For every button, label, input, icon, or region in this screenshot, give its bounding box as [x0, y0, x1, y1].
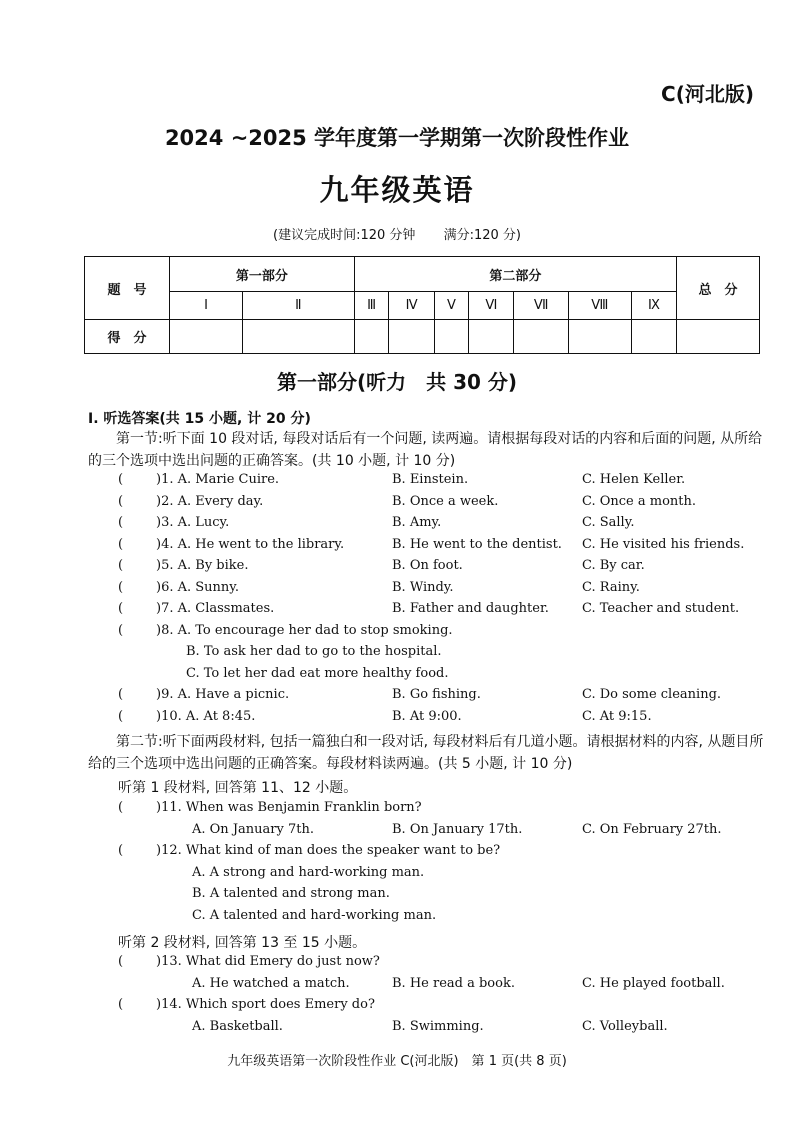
- question-item: [118, 515, 768, 537]
- option-c: C. Rainy.: [582, 579, 640, 595]
- score-cell[interactable]: [243, 320, 355, 354]
- option-a: )7. A. Classmates.: [156, 601, 275, 616]
- part2-header: 第二部分: [354, 257, 676, 292]
- question-option-row: [118, 908, 768, 930]
- question-option-row: [118, 865, 768, 887]
- edition-label: C(河北版): [661, 82, 754, 106]
- option-a: A. On January 7th.: [192, 821, 314, 837]
- total-score-cell[interactable]: [677, 320, 760, 354]
- answer-blank[interactable]: (: [118, 800, 124, 815]
- score-cell[interactable]: [389, 320, 434, 354]
- option-b: B. Windy.: [392, 579, 454, 595]
- answer-blank[interactable]: (: [118, 708, 124, 724]
- score-info: 满分:120 分): [443, 228, 521, 243]
- answer-blank[interactable]: (: [118, 579, 124, 595]
- answer-blank[interactable]: (: [118, 515, 124, 530]
- question-item: [118, 558, 768, 580]
- material1-label: 听第 1 段材料, 回答第 11、12 小题。: [118, 780, 358, 796]
- question-item: [118, 954, 768, 976]
- option-a: )2. A. Every day.: [156, 493, 264, 509]
- question-text: )12. What kind of man does the speaker want to be?: [156, 843, 501, 858]
- score-cell[interactable]: [631, 320, 676, 354]
- option-b: B. To ask her dad to go to the hospital.: [186, 644, 442, 659]
- section1-intro: 第一节:听下面 10 段对话, 每段对话后有一个问题, 读两遍。请根据每段对话的内容和后面的问题, 从所给的三个选项中选出问题的正确答案。(共 10 小题, 计 10 分): [88, 431, 763, 469]
- score-cell[interactable]: [568, 320, 631, 354]
- question-option-row: [118, 822, 768, 844]
- score-cell[interactable]: [514, 320, 568, 354]
- question-option-row: [118, 666, 768, 688]
- col-header: Ⅲ: [354, 292, 389, 320]
- score-cell[interactable]: [469, 320, 514, 354]
- question-option-row: [118, 644, 768, 666]
- part1-header: 第一部分: [170, 257, 355, 292]
- option-c: C. Helen Keller.: [582, 472, 686, 487]
- option-c: C. Sally.: [582, 515, 635, 530]
- score-cell[interactable]: [434, 320, 469, 354]
- total-header: 总 分: [677, 257, 760, 320]
- subject-title: 九年级英语: [319, 173, 475, 207]
- part1-title: 第一部分(听力 共 30 分): [276, 370, 518, 394]
- option-a: )5. A. By bike.: [156, 558, 249, 573]
- question-list-1: [118, 472, 768, 730]
- option-b: B. At 9:00.: [392, 708, 462, 724]
- option-b: B. Swimming.: [392, 1018, 484, 1034]
- score-table: [84, 256, 760, 354]
- question-item: [118, 709, 768, 731]
- exam-info: [0, 224, 794, 243]
- option-a: )8. A. To encourage her dad to stop smoking.: [156, 622, 453, 638]
- option-b: B. He went to the dentist.: [392, 536, 562, 552]
- option-b: B. Father and daughter.: [392, 601, 549, 616]
- option-a: )1. A. Marie Cuire.: [156, 472, 280, 487]
- answer-blank[interactable]: (: [118, 493, 124, 509]
- answer-blank[interactable]: (: [118, 622, 124, 638]
- time-info: (建议完成时间:120 分钟: [273, 228, 416, 243]
- option-c: C. Teacher and student.: [582, 601, 740, 616]
- question-text: )14. Which sport does Emery do?: [156, 997, 375, 1012]
- question-item: [118, 997, 768, 1019]
- answer-blank[interactable]: (: [118, 536, 124, 552]
- option-b: B. Go fishing.: [392, 687, 481, 702]
- option-a: )10. A. At 8:45.: [156, 708, 256, 724]
- question-option-row: [118, 886, 768, 908]
- row-label-cell: 题 号: [85, 257, 170, 320]
- answer-blank[interactable]: (: [118, 558, 124, 573]
- score-cell[interactable]: [170, 320, 243, 354]
- option-b: B. A talented and strong man.: [192, 886, 390, 901]
- option-a: A. He watched a match.: [192, 975, 350, 991]
- option-b: B. He read a book.: [392, 975, 515, 991]
- question-option-row: [118, 976, 768, 998]
- question-item: [118, 623, 768, 645]
- section2-intro: 第二节:听下面两段材料, 包括一篇独白和一段对话, 每段材料后有几道小题。请根据材料的内容, 从题目所给的三个选项中选出问题的正确答案。每段材料读两遍。(共 5 小题, 计 10 分): [88, 734, 764, 772]
- option-b: B. Once a week.: [392, 493, 499, 509]
- option-c: C. Volleyball.: [582, 1018, 668, 1034]
- question-item: [118, 472, 768, 494]
- answer-blank[interactable]: (: [118, 601, 124, 616]
- option-c: C. A talented and hard-working man.: [192, 907, 437, 923]
- col-header: Ⅶ: [514, 292, 568, 320]
- section1-heading: Ⅰ. 听选答案(共 15 小题, 计 20 分): [88, 411, 311, 427]
- question-item: [118, 800, 768, 822]
- question-list-3: [118, 954, 768, 1040]
- option-c: C. To let her dad eat more healthy food.: [186, 665, 449, 681]
- question-item: [118, 601, 768, 623]
- option-a: )3. A. Lucy.: [156, 515, 230, 530]
- col-header: Ⅴ: [434, 292, 469, 320]
- exam-title: 2024 ~2025 学年度第一学期第一次阶段性作业: [164, 126, 630, 150]
- answer-blank[interactable]: (: [118, 997, 124, 1012]
- option-c: C. Do some cleaning.: [582, 687, 722, 702]
- score-cell[interactable]: [354, 320, 389, 354]
- question-text: )11. When was Benjamin Franklin born?: [156, 800, 422, 815]
- option-c: C. On February 27th.: [582, 821, 722, 837]
- question-text: )13. What did Emery do just now?: [156, 954, 380, 969]
- option-c: C. He played football.: [582, 975, 725, 991]
- option-c: C. At 9:15.: [582, 708, 652, 724]
- col-header: Ⅷ: [568, 292, 631, 320]
- col-header: Ⅳ: [389, 292, 434, 320]
- question-option-row: [118, 1019, 768, 1041]
- option-a: A. Basketball.: [192, 1018, 283, 1034]
- answer-blank[interactable]: (: [118, 472, 124, 487]
- answer-blank[interactable]: (: [118, 687, 124, 702]
- option-b: B. Einstein.: [392, 472, 469, 487]
- col-header: Ⅸ: [631, 292, 676, 320]
- option-b: B. On January 17th.: [392, 821, 523, 837]
- question-item: [118, 580, 768, 602]
- option-a: )9. A. Have a picnic.: [156, 687, 290, 702]
- question-item: [118, 687, 768, 709]
- col-header: Ⅰ: [170, 292, 243, 320]
- question-item: [118, 537, 768, 559]
- option-c: C. By car.: [582, 558, 645, 573]
- score-row-label: 得 分: [85, 320, 170, 354]
- option-b: B. On foot.: [392, 558, 463, 573]
- question-item: [118, 494, 768, 516]
- option-a: )4. A. He went to the library.: [156, 536, 345, 552]
- option-a: )6. A. Sunny.: [156, 579, 240, 595]
- col-header: Ⅵ: [469, 292, 514, 320]
- material2-label: 听第 2 段材料, 回答第 13 至 15 小题。: [118, 935, 367, 951]
- answer-blank[interactable]: (: [118, 954, 124, 969]
- option-c: C. He visited his friends.: [582, 536, 745, 552]
- page-footer: 九年级英语第一次阶段性作业 C(河北版) 第 1 页(共 8 页): [227, 1054, 567, 1069]
- col-header: Ⅱ: [243, 292, 355, 320]
- option-c: C. Once a month.: [582, 493, 697, 509]
- question-item: [118, 843, 768, 865]
- option-b: B. Amy.: [392, 515, 442, 530]
- answer-blank[interactable]: (: [118, 843, 124, 858]
- option-a: A. A strong and hard-working man.: [192, 864, 425, 880]
- question-list-2: [118, 800, 768, 929]
